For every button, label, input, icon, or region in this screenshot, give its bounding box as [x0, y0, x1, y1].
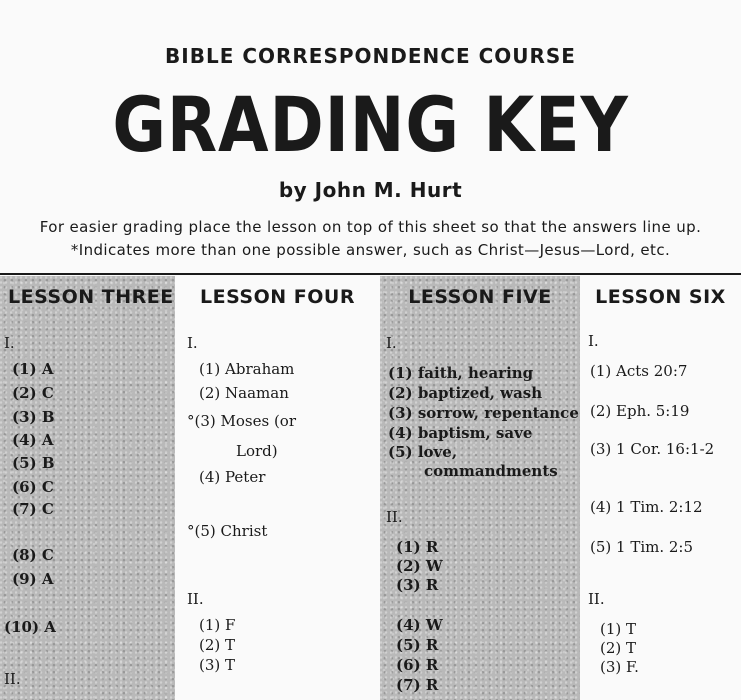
section-label: I. [187, 334, 198, 352]
answer-item: (2) W [396, 557, 443, 575]
answer-item: (2) baptized, wash [388, 384, 543, 402]
answer-item: (3) R [396, 576, 439, 594]
answer-item: (1) F [199, 616, 236, 634]
instruction-line-1: For easier grading place the lesson on top of this sheet so that the answers line up. [39, 218, 702, 236]
answer-item: (6) C [12, 478, 54, 496]
answer-item: (1) T [600, 620, 637, 638]
page-title: GRADING KEY [112, 80, 629, 169]
answer-item: (7) C [12, 500, 54, 518]
answer-item: (5) B [12, 454, 55, 472]
lesson-four-column [175, 276, 380, 700]
section-label: I. [386, 334, 397, 352]
lesson-four-heading: LESSON FOUR [200, 286, 355, 308]
lesson-five-heading: LESSON FIVE [408, 286, 552, 308]
answer-item: (4) 1 Tim. 2:12 [590, 498, 703, 516]
answer-item: (1) A [12, 360, 54, 378]
course-title: BIBLE CORRESPONDENCE COURSE [165, 44, 576, 68]
answer-item: (4) baptism, save [388, 424, 533, 442]
answer-item: (5) 1 Tim. 2:5 [590, 538, 694, 556]
answer-item: (2) T [199, 636, 236, 654]
answer-item: (6) R [396, 656, 439, 674]
answer-item: (2) Eph. 5:19 [590, 402, 690, 420]
lesson-three-heading: LESSON THREE [8, 286, 174, 308]
answer-item: (1) Abraham [199, 360, 295, 378]
section-label: I. [4, 334, 15, 352]
answer-item: (5) love, [388, 443, 458, 461]
section-label: II. [4, 670, 21, 688]
answer-item: (3) 1 Cor. 16:1-2 [590, 440, 715, 458]
answer-item: (1) R [396, 538, 439, 556]
answer-item: (5) R [396, 636, 439, 654]
answer-item: (4) A [12, 431, 54, 449]
section-label: II. [187, 590, 204, 608]
answer-item: (3) sorrow, repentance [388, 404, 579, 422]
section-label: I. [588, 332, 599, 350]
header-divider [0, 273, 741, 275]
answer-item: °(3) Moses (or [187, 412, 296, 430]
answer-item: (3) F. [600, 658, 639, 676]
answer-item: Lord) [236, 442, 278, 460]
section-label: II. [588, 590, 605, 608]
section-label: II. [386, 508, 403, 526]
answer-item: (2) C [12, 384, 54, 402]
lesson-six-heading: LESSON SIX [595, 286, 726, 308]
answer-item: (9) A [12, 570, 54, 588]
answer-item: (1) Acts 20:7 [590, 362, 688, 380]
answer-item: (3) B [12, 408, 55, 426]
answer-item: (4) Peter [199, 468, 266, 486]
instruction-line-2: *Indicates more than one possible answer, such as Christ—Jesus—Lord, etc. [70, 241, 671, 259]
lesson-six-column [580, 276, 741, 700]
lesson-three-column [0, 276, 175, 700]
answer-item: (2) Naaman [199, 384, 289, 402]
lesson-five-column [380, 276, 580, 700]
answer-item: (7) R [396, 676, 439, 694]
answer-item: °(5) Christ [187, 522, 268, 540]
answer-item: (8) C [12, 546, 54, 564]
answer-item: commandments [424, 462, 558, 480]
answer-item: (4) W [396, 616, 443, 634]
answer-item: (10) A [4, 618, 56, 636]
author-byline: by John M. Hurt [278, 178, 463, 202]
answer-item: (1) faith, hearing [388, 364, 534, 382]
answer-item: (3) T [199, 656, 236, 674]
answer-item: (2) T [600, 639, 637, 657]
